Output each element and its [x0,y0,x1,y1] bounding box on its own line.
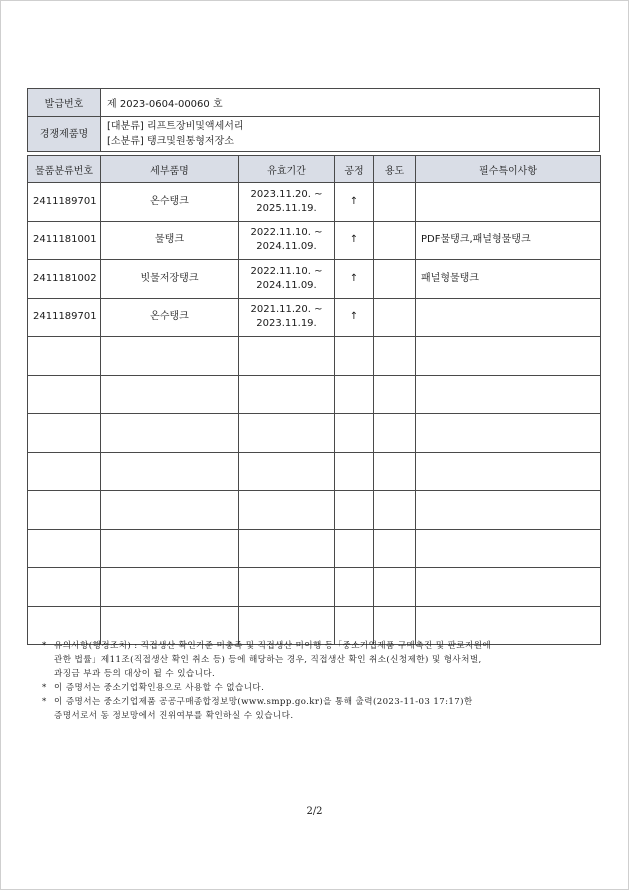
item-name: 온수탱크 [101,183,239,222]
product-name-value [101,117,600,152]
notice-item [42,695,602,723]
column-header: 용도 [374,156,416,183]
notice-line: 이 증명서는 중소기업제품 공공구매종합정보망(www.smpp.go.kr)을 통해 출력(2023-11-03 17:17)한 [54,697,473,707]
empty-cell [239,529,335,568]
bullet-mark: * [42,697,47,707]
empty-row [28,491,601,530]
special-note [416,183,601,222]
notice-line: 유의사항(행정조치) : 직접생산 확인기준 미충족 및 직접생산 미이행 등「중소기업제품 구매촉진 및 판로지원에 [54,641,492,651]
period-end: 2024.11.09. [256,241,317,253]
empty-cell [416,452,601,491]
empty-cell [101,414,239,453]
classification-code: 2411181001 [28,221,101,260]
column-header: 물품분류번호 [28,156,101,183]
column-header: 필수특이사항 [416,156,601,183]
empty-row [28,375,601,414]
empty-row [28,452,601,491]
empty-cell [374,375,416,414]
period-start: 2023.11.20. ~ [250,188,323,200]
empty-cell [374,414,416,453]
process-mark: ↑ [335,298,374,337]
period-start: 2021.11.20. ~ [250,304,323,316]
empty-cell [374,337,416,376]
empty-cell [101,375,239,414]
column-header: 세부품명 [101,156,239,183]
empty-cell [416,491,601,530]
process-mark: ↑ [335,260,374,299]
empty-row [28,568,601,607]
empty-cell [335,529,374,568]
empty-cell [28,491,101,530]
use-cell [374,183,416,222]
special-note [416,298,601,337]
empty-cell [374,491,416,530]
major-category: [대분류] 리프트장비및액세서리 [107,121,244,132]
use-cell [374,260,416,299]
empty-row [28,414,601,453]
empty-cell [28,529,101,568]
empty-cell [101,452,239,491]
empty-cell [28,452,101,491]
notice-line: 증명서로서 동 정보망에서 진위여부를 확인하실 수 있습니다. [54,711,294,721]
empty-cell [335,491,374,530]
empty-cell [28,337,101,376]
notice-item [42,681,602,695]
period-end: 2025.11.19. [256,202,317,214]
empty-cell [239,375,335,414]
table-row [28,183,601,222]
item-name: 온수탱크 [101,298,239,337]
empty-row [28,529,601,568]
issue-number-value: 제 2023-0604-00060 호 [101,89,600,117]
notice-line: 과징금 부과 등의 대상이 될 수 있습니다. [54,669,216,679]
empty-cell [335,375,374,414]
special-note: PDF물탱크,패널형물탱크 [416,221,601,260]
notice-section [42,639,602,723]
use-cell [374,221,416,260]
table-row [28,298,601,337]
notice-item [42,639,602,681]
validity-period [239,183,335,222]
classification-code: 2411189701 [28,183,101,222]
empty-cell [239,491,335,530]
period-end: 2023.11.19. [256,318,317,330]
empty-cell [101,337,239,376]
empty-cell [28,375,101,414]
column-header: 공정 [335,156,374,183]
empty-cell [239,452,335,491]
notice-line: 관한 법률」제11조(직접생산 확인 취소 등) 등에 해당하는 경우, 직접생산 확인 취소(신청제한) 및 형사처벌, [54,655,482,665]
empty-cell [101,568,239,607]
empty-row [28,337,601,376]
product-name-label: 경쟁제품명 [28,117,101,152]
table-row [28,260,601,299]
classification-code: 2411181002 [28,260,101,299]
bullet-mark: * [42,641,47,651]
table-row [28,221,601,260]
process-mark: ↑ [335,183,374,222]
empty-cell [101,491,239,530]
special-note: 패널형물탱크 [416,260,601,299]
minor-category: [소분류] 탱크및원통형저장소 [107,136,234,147]
notice-line: 이 증명서는 중소기업확인용으로 사용할 수 없습니다. [54,683,265,693]
empty-cell [416,568,601,607]
empty-cell [335,568,374,607]
bullet-mark: * [42,683,47,693]
column-header: 유효기간 [239,156,335,183]
empty-cell [239,414,335,453]
empty-cell [416,375,601,414]
empty-cell [335,337,374,376]
validity-period [239,298,335,337]
validity-period [239,221,335,260]
empty-cell [239,337,335,376]
empty-cell [416,414,601,453]
table-header-row [28,156,601,183]
validity-period [239,260,335,299]
period-end: 2024.11.09. [256,279,317,291]
empty-cell [416,337,601,376]
empty-cell [374,568,416,607]
empty-cell [374,452,416,491]
item-name: 빗물저장탱크 [101,260,239,299]
period-start: 2022.11.10. ~ [250,227,323,239]
empty-cell [335,452,374,491]
product-items-table [27,155,601,645]
certificate-header-table [27,88,600,152]
classification-code: 2411189701 [28,298,101,337]
empty-cell [335,414,374,453]
item-name: 물탱크 [101,221,239,260]
empty-cell [28,414,101,453]
empty-cell [28,568,101,607]
period-start: 2022.11.10. ~ [250,265,323,277]
empty-cell [374,529,416,568]
use-cell [374,298,416,337]
issue-number-label: 발급번호 [28,89,101,117]
process-mark: ↑ [335,221,374,260]
empty-cell [239,568,335,607]
empty-cell [416,529,601,568]
empty-cell [101,529,239,568]
page-number: 2/2 [306,806,323,817]
